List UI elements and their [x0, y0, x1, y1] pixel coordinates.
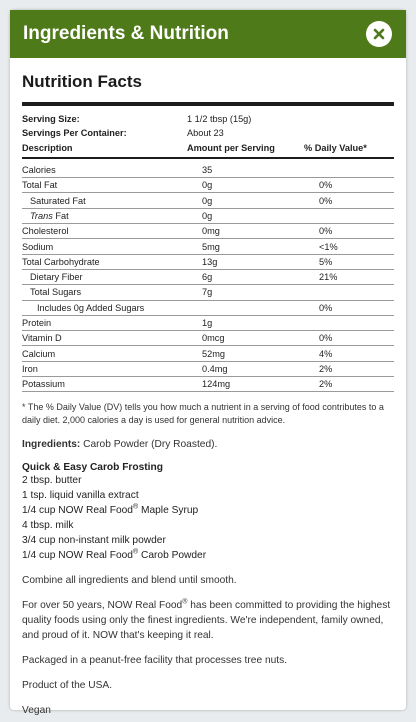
nutrient-dv: 0%	[319, 224, 394, 239]
nutrient-amount: 0.4mg	[202, 361, 319, 376]
nutrient-name: Iron	[22, 361, 202, 376]
nutrient-dv	[319, 315, 394, 330]
ingredients-value: Carob Powder (Dry Roasted).	[80, 439, 218, 451]
recipe-line: 1/4 cup NOW Real Food® Carob Powder	[22, 548, 207, 562]
nutrient-name: Total Fat	[22, 178, 202, 193]
nutrient-row	[22, 193, 394, 208]
servings-value: About 23	[187, 128, 224, 139]
serving-size-label: Serving Size:	[22, 114, 80, 125]
nutrient-dv: 0%	[319, 178, 394, 193]
nutrient-name: Sodium	[22, 239, 202, 254]
nutrient-row	[22, 269, 394, 284]
nutrient-dv: 21%	[319, 269, 394, 284]
nutrient-row	[22, 377, 394, 392]
nutrient-amount: 0mg	[202, 224, 319, 239]
nutrient-dv: 2%	[319, 377, 394, 392]
col-dv: % Daily Value*	[304, 142, 367, 153]
recipe-instructions: Combine all ingredients and blend until smooth.	[22, 575, 237, 587]
nutrient-amount: 0g	[202, 178, 319, 193]
nutrient-amount: 7g	[202, 285, 319, 300]
facility-note: Packaged in a peanut-free facility that processes tree nuts.	[22, 655, 288, 667]
nutrient-dv: 5%	[319, 254, 394, 269]
about-paragraph: For over 50 years, NOW Real Food® has been committed to providing the highest quality foods using only the finest ingredients. We're independent, family owned, and proud of it. NOW that's keeping it real.	[22, 598, 391, 642]
registered-mark: ®	[182, 598, 188, 606]
recipe-line: 2 tbsp. butter	[22, 475, 82, 487]
nutrient-name: Potassium	[22, 377, 202, 392]
serving-size-row	[22, 112, 394, 126]
nutrient-dv	[319, 285, 394, 300]
modal-title: Ingredients & Nutrition	[23, 23, 229, 44]
nutrient-name: Calcium	[22, 346, 202, 361]
close-icon	[373, 28, 385, 40]
ingredients-section	[22, 437, 394, 452]
nutrient-row	[22, 361, 394, 376]
origin-note: Product of the USA.	[22, 680, 113, 692]
nutrition-modal	[10, 10, 406, 717]
nutrient-name: Includes 0g Added Sugars	[22, 300, 202, 315]
serving-size-value: 1 1/2 tbsp (15g)	[187, 114, 252, 125]
nutrient-dv: 0%	[319, 193, 394, 208]
nutrient-amount: 52mg	[202, 346, 319, 361]
nutrient-amount: 0g	[202, 208, 319, 223]
nutrient-name: Cholesterol	[22, 224, 202, 239]
modal-header	[10, 10, 406, 58]
nutrient-name: Dietary Fiber	[22, 269, 202, 284]
nutrient-rows	[22, 163, 394, 392]
nutrient-amount: 0g	[202, 193, 319, 208]
nutrient-row	[22, 224, 394, 239]
nutrient-name: Trans Fat	[22, 208, 202, 223]
diet-note: Vegan	[22, 705, 51, 717]
nutrient-dv: 0%	[319, 300, 394, 315]
nutrient-row	[22, 315, 394, 330]
col-amount: Amount per Serving	[187, 142, 275, 153]
nutrient-amount: 6g	[202, 269, 319, 284]
nutrient-amount: 5mg	[202, 239, 319, 254]
recipe-line: 1/4 cup NOW Real Food® Maple Syrup	[22, 503, 199, 517]
nutrition-table	[22, 112, 394, 155]
column-header-row	[22, 141, 394, 155]
nutrient-row	[22, 331, 394, 346]
nutrient-amount	[202, 300, 319, 315]
daily-value-footnote: * The % Daily Value (DV) tells you how much a nutrient in a serving of food contributes to a daily diet. 2,000 calories a day is used for general nutrition advice.	[22, 402, 384, 426]
modal-content	[10, 72, 406, 718]
nutrient-dv: <1%	[319, 239, 394, 254]
nutrient-name: Total Carbohydrate	[22, 254, 202, 269]
nutrient-row	[22, 208, 394, 223]
nutrient-amount: 124mg	[202, 377, 319, 392]
nutrient-row	[22, 346, 394, 361]
close-button[interactable]	[366, 21, 392, 47]
nutrient-row	[22, 300, 394, 315]
recipe-line: 1 tsp. liquid vanilla extract	[22, 490, 139, 502]
nutrient-row	[22, 239, 394, 254]
recipe-line: 3/4 cup non-instant milk powder	[22, 535, 166, 547]
nutrient-row	[22, 254, 394, 269]
col-description: Description	[22, 142, 73, 153]
nutrient-name: Vitamin D	[22, 331, 202, 346]
nutrient-amount: 1g	[202, 315, 319, 330]
ingredients-label: Ingredients:	[22, 439, 81, 451]
nutrient-dv: 0%	[319, 331, 394, 346]
nutrient-dv	[319, 208, 394, 223]
nutrient-name: Protein	[22, 315, 202, 330]
recipe-lines	[22, 473, 394, 563]
nutrient-name: Saturated Fat	[22, 193, 202, 208]
recipe-title: Quick & Easy Carob Frosting	[22, 462, 163, 474]
nutrient-dv: 4%	[319, 346, 394, 361]
nutrition-facts-title: Nutrition Facts	[22, 72, 142, 91]
servings-label: Servings Per Container:	[22, 128, 127, 139]
servings-row	[22, 126, 394, 140]
nutrient-row	[22, 285, 394, 300]
nutrient-amount: 13g	[202, 254, 319, 269]
nutrient-amount: 0mcg	[202, 331, 319, 346]
nutrient-dv	[319, 163, 394, 178]
nutrient-row	[22, 163, 394, 178]
nutrient-row	[22, 178, 394, 193]
nutrient-name: Total Sugars	[22, 285, 202, 300]
recipe-line: 4 tbsp. milk	[22, 520, 74, 532]
nutrient-amount: 35	[202, 163, 319, 178]
nutrient-dv: 2%	[319, 361, 394, 376]
nutrient-name: Calories	[22, 163, 202, 178]
